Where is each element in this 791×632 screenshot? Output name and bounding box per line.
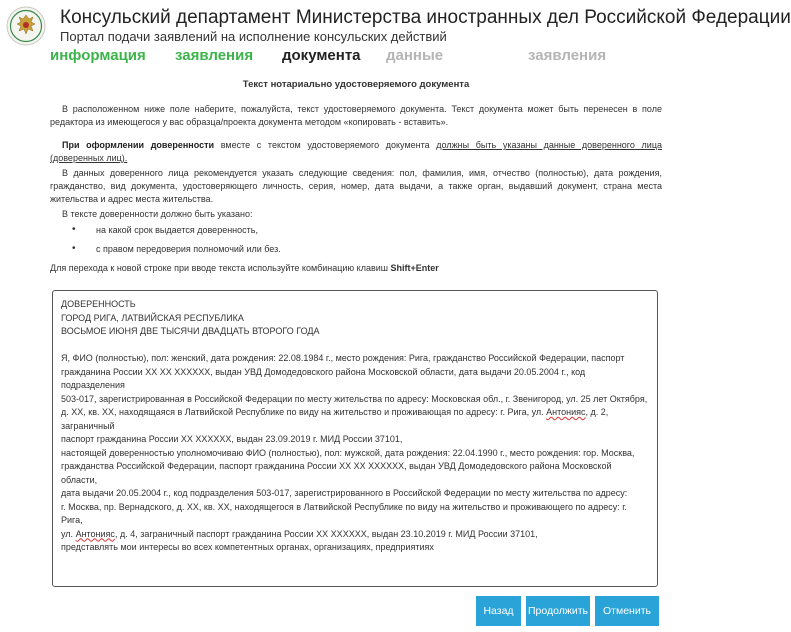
proxy-underlined-text: должны быть указаны данные доверенного лица (доверенных лиц). <box>50 140 662 163</box>
hint-text: Для перехода к новой строке при вводе текста используйте комбинацию клавиш <box>50 263 391 273</box>
doc-text-line: настоящей доверенностью уполномочиваю ФИО (полностью), пол: мужской, дата рождения: 22.04.1990 г., место рождения: гор. Москва, <box>61 447 635 458</box>
progress-steps <box>50 47 690 67</box>
list-item: • на какой срок выдается доверенность, <box>72 224 662 237</box>
doc-blank-line <box>61 339 649 353</box>
step-application: заявления <box>175 47 254 64</box>
doc-text-line: дата выдачи 20.05.2004 г., код подразделения 503-017, зарегистрированного в Российской Федерации по месту жительства по адресу: <box>61 488 628 498</box>
proxy-paragraph <box>50 139 662 165</box>
action-buttons <box>0 596 700 626</box>
doc-city-line: ГОРОД РИГА, ЛАТВИЙСКАЯ РЕСПУБЛИКА <box>61 312 244 323</box>
doc-text-line: г. Москва, пр. Вернадского, д. ХХ, кв. ХХ, находящегося в Латвийской Республике по виду на жительство и проживающего по адресу: г. Рига, <box>61 501 630 525</box>
requirements-list <box>72 224 662 256</box>
doc-text-fragment: , д. 2, заграничный <box>61 407 611 431</box>
doc-text-line: паспорт гражданина России ХХ ХХХХХХ, выдан 23.09.2019 г. МИД России 37101, <box>61 434 403 444</box>
doc-title-line: ДОВЕРЕННОСТЬ <box>61 299 136 309</box>
intro-paragraph: В расположенном ниже поле наберите, пожалуйста, текст удостоверяемого документа. Текст документа может быть перенесен в поле редактора из имеющегося у вас образца/проекта документа методом «копировать - вставить». <box>50 104 662 127</box>
step-document: документа <box>282 47 361 64</box>
page-header <box>0 0 791 48</box>
page-subtitle: Портал подачи заявлений на исполнение консульских действий <box>60 29 447 44</box>
keyboard-hint <box>50 262 662 275</box>
document-text-editor[interactable] <box>52 290 658 587</box>
proxy-details-paragraph: В данных доверенного лица рекомендуется указать следующие сведения: пол, фамилия, имя, отчество (полностью), дата рождения, гражданство, вид документа, удостоверяющего личность, серия, номер, дата выдачи, а также орган, выдавший документ, страна места жительства и адрес места жительства. <box>50 168 662 204</box>
step-submit: заявления <box>528 47 607 64</box>
doc-text-fragment: д. ХХ, кв. ХХ, находящаяся в Латвийской Республике по виду на жительство и проживающая по адресу: г. Рига, ул. <box>61 407 547 417</box>
back-button[interactable]: Назад <box>476 596 521 626</box>
doc-text-line <box>61 406 649 433</box>
coat-of-arms-logo <box>6 6 46 46</box>
doc-text-line: представлять мои интересы во всех компетентных органах, организациях, предприятиях <box>61 542 434 552</box>
doc-text-line: гражданства Российской Федерации, паспорт гражданина России ХХ ХХ ХХХХХХ, выдан УВД Домодедовского района Московской области, <box>61 461 615 485</box>
doc-text-fragment: ул. <box>61 528 76 539</box>
continue-button[interactable]: Продолжить <box>526 596 590 626</box>
doc-text-line: Я, ФИО (полностью), пол: женский, дата рождения: 22.08.1984 г., место рождения: Рига, гражданство Российской Федерации, паспорт <box>61 353 625 363</box>
doc-text-fragment: , д. 4, заграничный паспорт гражданина России ХХ ХХХХХХ, выдан 23.10.2019 г. МИД России 37101, <box>114 528 538 539</box>
hint-keys: Shift+Enter <box>390 263 439 273</box>
section-title: Текст нотариально удостоверяемого документа <box>242 79 470 90</box>
doc-text-line: 503-017, зарегистрированная в Российской Федерации по месту жительства по адресу: Московская обл., г. Звенигород, ул. 25 лет Октября, <box>61 393 648 404</box>
instructions <box>50 74 662 275</box>
spellcheck-word: Антонияс <box>75 528 115 539</box>
doc-text-line: гражданина России ХХ ХХ ХХХХХХ, выдан УВД Домодедовского района Московской области, дата выдачи 20.05.2004 г., код подразделения <box>61 366 588 390</box>
step-data: данные <box>386 47 444 64</box>
proxy-mid-text: вместе с текстом удостоверяемого документа <box>214 140 437 150</box>
step-info: информация <box>50 47 146 64</box>
spellcheck-word: Антонияс <box>546 407 586 417</box>
must-include-text: В тексте доверенности должно быть указано: <box>62 209 253 219</box>
page-title: Консульский департамент Министерства иностранных дел Российской Федерации <box>60 7 791 28</box>
cancel-button[interactable]: Отменить <box>595 596 659 626</box>
doc-text-line <box>61 528 649 542</box>
proxy-bold-text: При оформлении доверенности <box>62 140 215 150</box>
doc-date-line: ВОСЬМОЕ ИЮНЯ ДВЕ ТЫСЯЧИ ДВАДЦАТЬ ВТОРОГО ГОДА <box>61 326 320 336</box>
list-item: • с правом передоверия полномочий или без. <box>72 243 662 256</box>
